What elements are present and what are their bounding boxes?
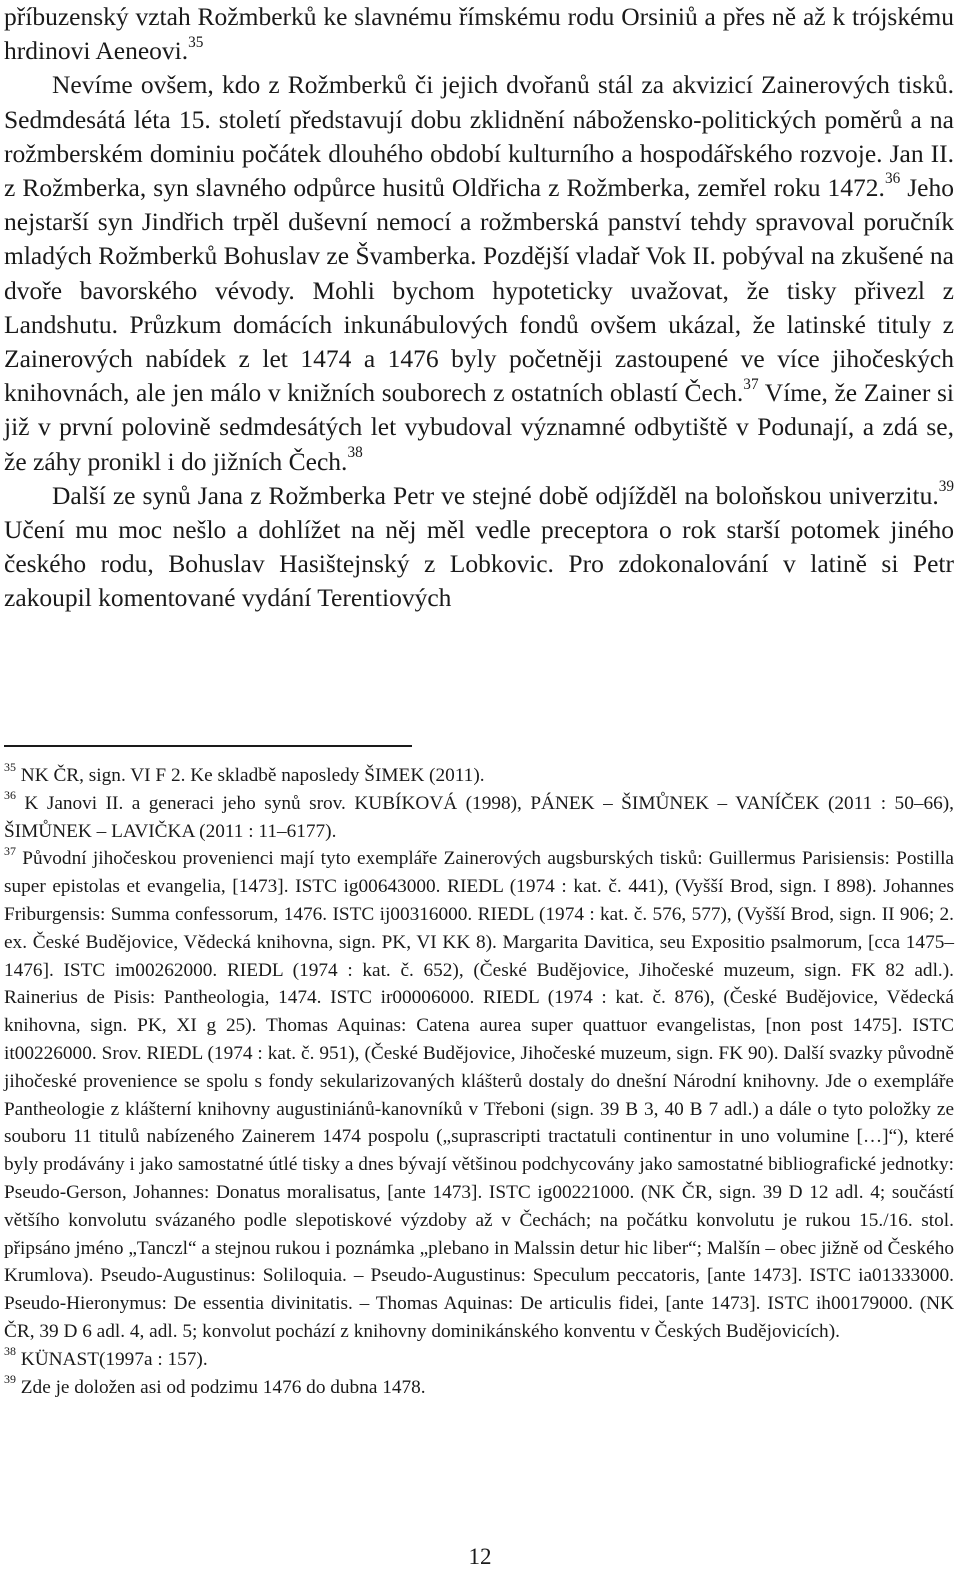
footnote-ref[interactable]: 37 [743, 375, 759, 393]
paragraph-3 [4, 479, 954, 616]
footnote-ref[interactable]: 36 [884, 170, 901, 188]
footnote-text: Zde je doložen asi od podzimu 1476 do dubna 1478. [15, 1376, 426, 1398]
paragraph-text: Učení mu moc nešlo a dohlížet na něj měl vedle preceptora o rok starší potomek jiného českého rodu, Bohuslav Hasištejnský z Lobkovic. Pro zdokonalování v latině si Petr zakoupil komentované vydání Terentiových [4, 515, 954, 613]
footnote-divider [4, 745, 412, 747]
footnote-text: K Janovi II. a generaci jeho synů srov. KUBÍKOVÁ (1998), PÁNEK – ŠIMŮNEK – VANÍČEK (2011 : 50–66), ŠIMŮNEK – LAVIČKA (2011 : 11–6177). [4, 792, 954, 842]
footnote-37 [4, 845, 954, 1345]
footnote-38 [4, 1343, 954, 1374]
footnote-35 [4, 762, 954, 790]
footnote-number: 37 [4, 843, 16, 858]
footnote-39 [4, 1371, 954, 1402]
main-text [4, 0, 954, 616]
footnote-text: Původní jihočeskou provenienci mají tyto exempláře Zainerových augsburských tisků: Guillermus Parisiensis: Postilla super epistolas et evangelia, [1473]. ISTC ig00643000. RIEDL (1974 : kat. č. 441), (Vyšší Brod, sign. I 898). Johannes Friburgensis: Summa confessorum, 1476. ISTC ij00316000. RIEDL (1974 : kat. č. 576, 577), (Vyšší Brod, sign. II 906; 2. ex. České Budějovice, Vědecká knihovna, sign. PK, VI KK 8). Margarita Davitica, seu Expositio psalmorum, [cca 1475–1476]. ISTC im00262000. RIEDL (1974 : kat. č. 652), (České Budějovice, Jihočeské muzeum, sign. FK 82 adl.). Rainerius de Pisis: Pantheologia, 1474. ISTC ir00006000. RIEDL (1974 : kat. č. 876), (České Budějovice, Vědecká knihovna, sign. PK, XI g 25). Thomas Aquinas: Catena aurea super quattuor evangelistas, [non post 1475]. ISTC it00226000. Srov. RIEDL (1974 : kat. č. 951), (České Budějovice, Jihočeské muzeum, sign. FK 90). Další svazky původně jihočeské provenience se spolu s fondy sekularizovaných klášterů dostaly do dnešní Národní knihovny. Jde o exempláře Pantheologie z klášterní knihovny augustiniánů-kanovníků v Třeboni (sign. 39 B 3, 40 B 7 adl.) a dále o tyto položky ze souboru 11 titulů nabízeného Zainerem 1474 pospolu („suprascripti tractatuli continentur in uno volumine […]“), které byly prodávány i jako samostatné útlé tisky a dnes bývají většinou podchycovány jako samostatné bibliografické jednotky: Pseudo-Gerson, Johannes: Donatus moralisatus, [ante 1473]. ISTC ig00221000. (NK ČR, sign. 39 D 12 adl. 4; součástí většího konvolutu svázaného podle slepotiskové výzdoby až v Čechách; na počátku konvolutu je rukou 15./16. stol. připsáno jméno „Tanczl“ a stejnou rukou i poznámka „plebano in Malssin detur hic liber“; Malšín – obec jižně od Českého Krumlova). Pseudo-Augustinus: Soliloquia. – Pseudo-Augustinus: Speculum peccatoris, [ante 1473]. ISTC ia01333000. Pseudo-Hieronymus: De essentia divinitatis. – Thomas Aquinas: De articulis fidei, [ante 1473]. ISTC ih00179000. (NK ČR, 39 D 6 adl. 4, adl. 5; konvolut pochází z knihovny dominikánského konventu v Českých Budějovicích). [4, 848, 954, 1342]
paragraph-text: příbuzenský vztah Rožmberků ke slavnému římskému rodu Orsiniů a přes ně až k trójskému hrdinovi Aeneovi. [4, 2, 954, 66]
footnotes [4, 762, 954, 1401]
footnote-ref[interactable]: 38 [347, 444, 363, 462]
footnote-ref[interactable]: 35 [188, 33, 204, 51]
footnote-number: 39 [4, 1371, 16, 1386]
footnote-text: KÜNAST(1997a : 157). [15, 1348, 208, 1370]
footnote-text: NK ČR, sign. VI F 2. Ke skladbě naposledy ŠIMEK (2011). [15, 765, 485, 786]
paragraph-text: Jeho nejstarší syn Jindřich trpěl duševní nemocí a rožmberská panství tehdy spravoval poručník mladých Rožmberků Bohuslav ze Švamberka. Pozdější vladař Vok II. pobýval na zkušené na dvoře bavorského vévody. Mohli bychom hypoteticky uvažovat, že tisky přivezl z Landshutu. Průzkum domácích inkunábulových fondů ovšem ukázal, že latinské tituly z Zainerových nabídek z let 1474 a 1476 byly početněji zastoupené ve více jihočeských knihovnách, ale jen málo v knižních souborech z ostatních oblastí Čech. [4, 173, 954, 408]
footnote-36 [4, 787, 954, 846]
footnote-number: 38 [4, 1343, 16, 1358]
paragraph-1 [4, 0, 954, 68]
footnote-ref[interactable]: 39 [938, 478, 954, 496]
paragraph-text: Nevíme ovšem, kdo z Rožmberků či jejich dvořanů stál za akvizicí Zainerových tisků. Sedmdesátá léta 15. století představují dobu zklidnění nábožensko-politických poměrů a na rožmberském dominiu počátek dlouhého období kulturního a hospodářského rozvoje. Jan II. z Rožmberka, syn slavného odpůrce husitů Oldřicha z Rožmberka, zemřel roku 1472. [4, 70, 954, 203]
paragraph-text: Víme, že Zainer si již v první polovině sedmdesátých let vybudoval významné odbytiště v Podunají, a zdá se, že záhy pronikl i do jižních Čech. [4, 378, 954, 476]
footnote-number: 35 [4, 760, 16, 775]
paragraph-2 [4, 68, 954, 478]
footnote-number: 36 [4, 787, 16, 802]
page-number: 12 [468, 1544, 492, 1569]
paragraph-text: Další ze synů Jana z Rožmberka Petr ve stejné době odjížděl na boloňskou univerzitu. [52, 480, 939, 510]
